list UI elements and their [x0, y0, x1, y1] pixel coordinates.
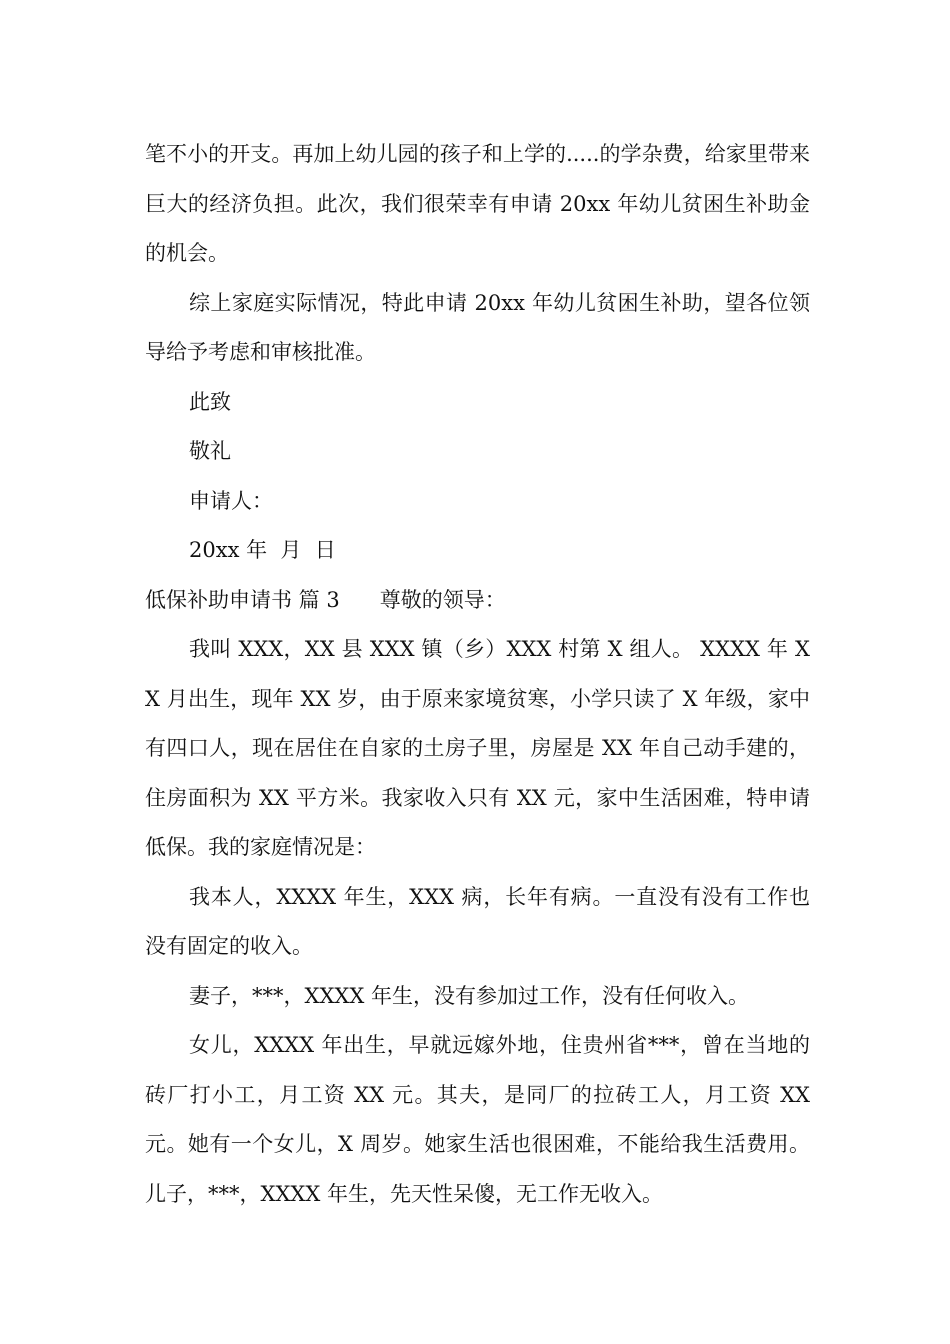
section-heading: 低保补助申请书 篇 3 尊敬的领导：: [145, 587, 506, 612]
paragraph-self: 我本人，XXXX 年生，XXX 病，长年有病。一直没有没有工作也没有固定的收入。: [145, 884, 810, 958]
closing-cizhi: 此致: [189, 389, 231, 414]
paragraph-summary: 综上家庭实际情况，特此申请 20xx 年幼儿贫困生补助，望各位领导给予考虑和审核批准。: [145, 290, 810, 364]
closing-jingli: 敬礼: [189, 439, 231, 463]
paragraph-introduction: 我叫 XXX，XX 县 XXX 镇（乡）XXX 村第 X 组人。 XXXX 年 XX 月出生，现年 XX 岁，由于原来家境贫寒，小学只读了 X 年级，家中有四口人，现在居住在自家的土房子里，房屋是 XX 年自己动手建的，住房面积为 XX 平方米。我家收入只有 XX 元，家中生活困难，特申请低保。我的家庭情况是：: [145, 637, 810, 859]
paragraph-children: 女儿，XXXX 年出生，早就远嫁外地，住贵州省***，曾在当地的砖厂打小工，月工资 XX 元。其夫，是同厂的拉砖工人，月工资 XX 元。她有一个女儿，X 周岁。她家生活也很困难，不能给我生活费用。儿子，***，XXXX 年生，先天性呆傻，无工作无收入。: [145, 1033, 810, 1206]
applicant-line: 申请人：: [189, 488, 273, 513]
document-body: [145, 130, 810, 1219]
date-line: 20xx 年 月 日: [189, 538, 336, 562]
paragraph-wife: 妻子，***，XXXX 年生，没有参加过工作，没有任何收入。: [189, 983, 749, 1008]
paragraph-expenses: 笔不小的开支。再加上幼儿园的孩子和上学的.....的学杂费，给家里带来巨大的经济负担。此次，我们很荣幸有申请 20xx 年幼儿贫困生补助金的机会。: [145, 142, 810, 265]
